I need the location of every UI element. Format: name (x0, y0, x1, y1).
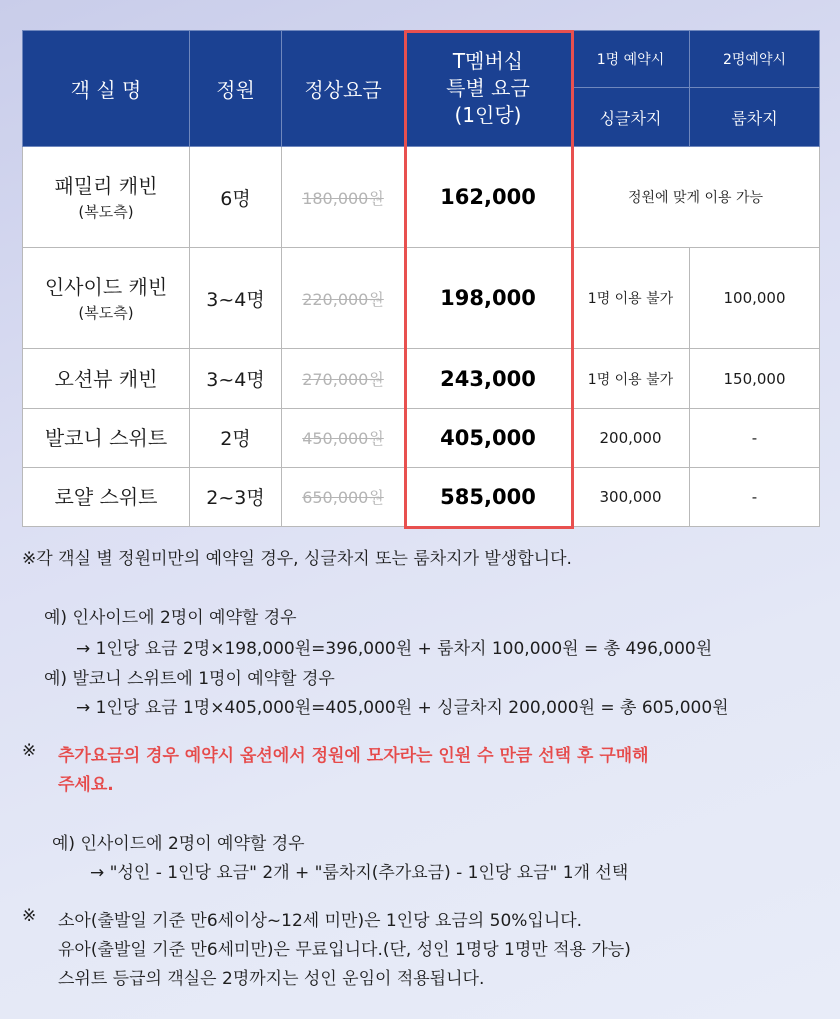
room-name: 로얄 스위트 (23, 467, 190, 526)
room-name: 발코니 스위트 (23, 408, 190, 467)
header-tmember: T멤버십 특별 요금 (1인당) (405, 31, 572, 147)
room-name: 패밀리 캐빈 (복도측) (23, 147, 190, 248)
additional-charge-warning-cont: 주세요. (58, 775, 114, 795)
room-charge-cell: 100,000 (690, 248, 820, 349)
room-name: 인사이드 캐빈 (복도측) (23, 248, 190, 349)
surcharge-merged: 정원에 맞게 이용 가능 (572, 147, 820, 248)
header-single-charge: 싱글차지 (572, 88, 690, 147)
table-row (23, 147, 820, 248)
room-name: 오션뷰 캐빈 (23, 349, 190, 408)
header-regular: 정상요금 (282, 31, 405, 147)
header-room-charge: 룸차지 (690, 88, 820, 147)
header-capacity: 정원 (190, 31, 282, 147)
capacity-cell: 2명 (190, 408, 282, 467)
child-fare-note: 소아(출발일 기준 만6세이상~12세 미만)은 1인당 요금의 50%입니다. (58, 911, 583, 931)
tmember-price: 198,000 (405, 248, 572, 349)
header-two-booking: 2명예약시 (690, 31, 820, 88)
capacity-cell: 3~4명 (190, 248, 282, 349)
additional-charge-warning: 추가요금의 경우 예약시 옵션에서 정원에 모자라는 인원 수 만큼 선택 후 구매해 (58, 746, 649, 766)
example-2-title: 예) 발코니 스위트에 1명이 예약할 경우 (44, 669, 335, 689)
regular-price: 220,000원 (282, 248, 405, 349)
example-1-title: 예) 인사이드에 2명이 예약할 경우 (44, 608, 297, 628)
notice-mark: ※ (22, 741, 37, 761)
regular-price: 450,000원 (282, 408, 405, 467)
single-charge-cell: 1명 이용 불가 (572, 349, 690, 408)
room-charge-cell: - (690, 467, 820, 526)
table-row (23, 408, 820, 467)
suite-fare-note: 스위트 등급의 객실은 2명까지는 성인 운임이 적용됩니다. (58, 969, 485, 989)
table-row (23, 467, 820, 526)
single-charge-cell: 1명 이용 불가 (572, 248, 690, 349)
tmember-price: 162,000 (405, 147, 572, 248)
capacity-cell: 3~4명 (190, 349, 282, 408)
tmember-price: 243,000 (405, 349, 572, 408)
example-2-calc: → 1인당 요금 1명×405,000원=405,000원 + 싱글차지 200,000원 = 총 605,000원 (76, 698, 729, 718)
single-charge-cell: 300,000 (572, 467, 690, 526)
example-3-calc: → "성인 - 1인당 요금" 2개 + "룸차지(추가요금) - 1인당 요금" 1개 선택 (90, 863, 629, 883)
regular-price: 650,000원 (282, 467, 405, 526)
infant-fare-note: 유아(출발일 기준 만6세미만)은 무료입니다.(단, 성인 1명당 1명만 적용 가능) (58, 940, 631, 960)
regular-price: 270,000원 (282, 349, 405, 408)
room-charge-cell: - (690, 408, 820, 467)
table-row (23, 349, 820, 408)
example-3-title: 예) 인사이드에 2명이 예약할 경우 (52, 834, 305, 854)
tmember-price: 405,000 (405, 408, 572, 467)
table-row (23, 248, 820, 349)
example-1-calc: → 1인당 요금 2명×198,000원=396,000원 + 룸차지 100,000원 = 총 496,000원 (76, 639, 713, 659)
tmember-price: 585,000 (405, 467, 572, 526)
single-charge-cell: 200,000 (572, 408, 690, 467)
header-one-booking: 1명 예약시 (572, 31, 690, 88)
header-room: 객 실 명 (23, 31, 190, 147)
surcharge-notice: ※각 객실 별 정원미만의 예약일 경우, 싱글차지 또는 룸차지가 발생합니다. (22, 549, 572, 569)
regular-price: 180,000원 (282, 147, 405, 248)
notice-mark: ※ (22, 906, 37, 926)
room-charge-cell: 150,000 (690, 349, 820, 408)
capacity-cell: 2~3명 (190, 467, 282, 526)
capacity-cell: 6명 (190, 147, 282, 248)
price-table (22, 30, 820, 527)
